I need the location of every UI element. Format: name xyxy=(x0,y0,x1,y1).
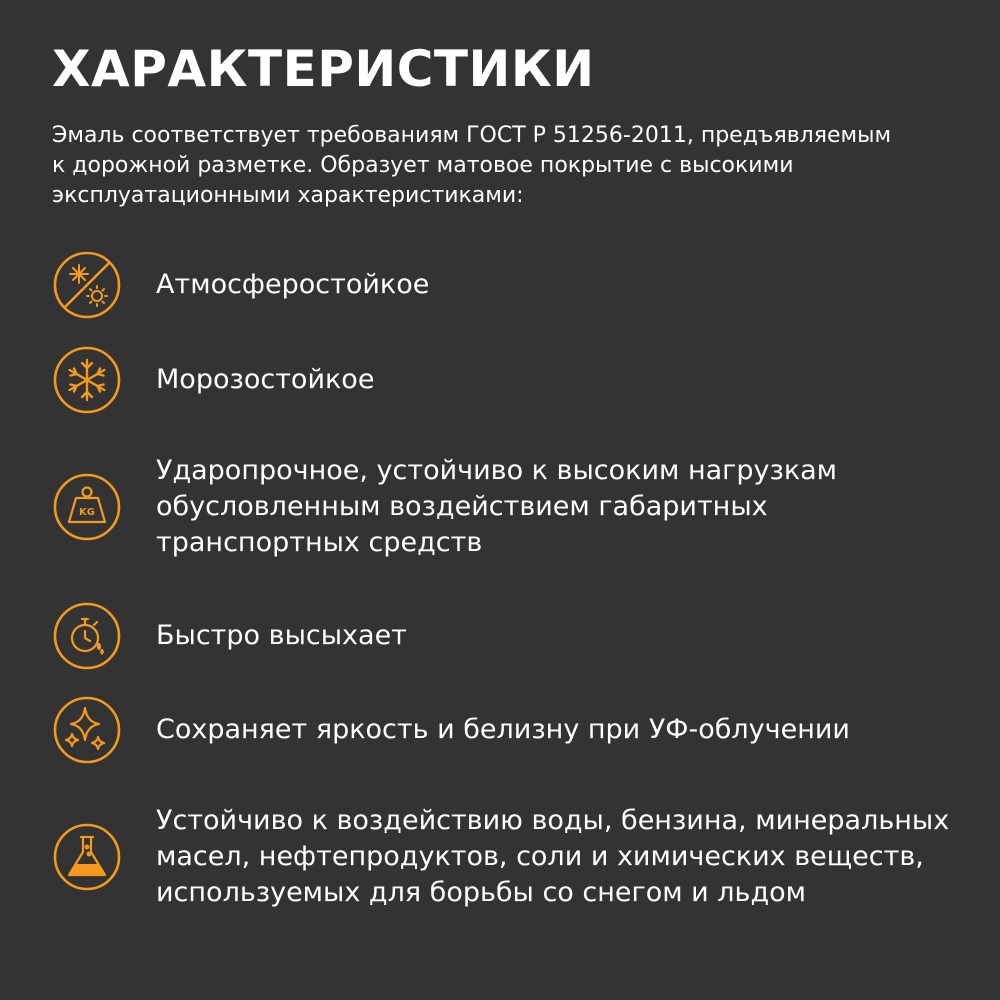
feature-text xyxy=(156,712,850,748)
feature-uv-stable xyxy=(52,695,972,765)
intro-line: к дорожной разметке. Образует матовое покрытие с высокими xyxy=(52,153,794,178)
feature-frost-resistant xyxy=(52,345,972,415)
feature-text-line: масел, нефтепродуктов, соли и химических веществ, xyxy=(156,841,924,872)
weatherproof-icon xyxy=(52,250,122,320)
page-title: ХАРАКТЕРИСТИКИ xyxy=(52,40,595,98)
snowflake-icon xyxy=(52,345,122,415)
feature-text xyxy=(156,803,949,911)
stopwatch-icon xyxy=(52,601,122,671)
intro-text xyxy=(52,121,952,211)
intro-line: Эмаль соответствует требованиям ГОСТ Р 51256-2011, предъявляемым xyxy=(52,123,892,148)
feature-text-line: транспортных средств xyxy=(156,527,483,558)
weight-label: KG xyxy=(79,507,95,518)
feature-text-line: Морозостойкое xyxy=(156,364,375,395)
feature-weatherproof xyxy=(52,250,972,320)
sparkle-icon xyxy=(52,695,122,765)
feature-text xyxy=(156,267,429,303)
feature-text xyxy=(156,453,837,561)
feature-text-line: Быстро высыхает xyxy=(156,620,407,651)
feature-text-line: Устойчиво к воздействию воды, бензина, минеральных xyxy=(156,805,950,836)
feature-text-line: Сохраняет яркость и белизну при УФ-облучении xyxy=(156,714,850,745)
feature-fast-drying xyxy=(52,601,972,671)
weight-kg-icon xyxy=(52,472,122,542)
feature-text xyxy=(156,618,407,654)
intro-line: эксплуатационными характеристиками: xyxy=(52,183,524,208)
feature-text-line: Ударопрочное, устойчиво к высоким нагрузкам xyxy=(156,455,838,486)
feature-text xyxy=(156,362,374,398)
feature-text-line: обусловленным воздействием габаритных xyxy=(156,491,768,522)
feature-chemical-resistant xyxy=(52,805,972,908)
feature-text-line: Атмосферостойкое xyxy=(156,269,430,300)
flask-icon xyxy=(52,822,122,892)
feature-impact-resistant xyxy=(52,455,972,558)
feature-text-line: используемых для борьбы со снегом и льдом xyxy=(156,877,807,908)
